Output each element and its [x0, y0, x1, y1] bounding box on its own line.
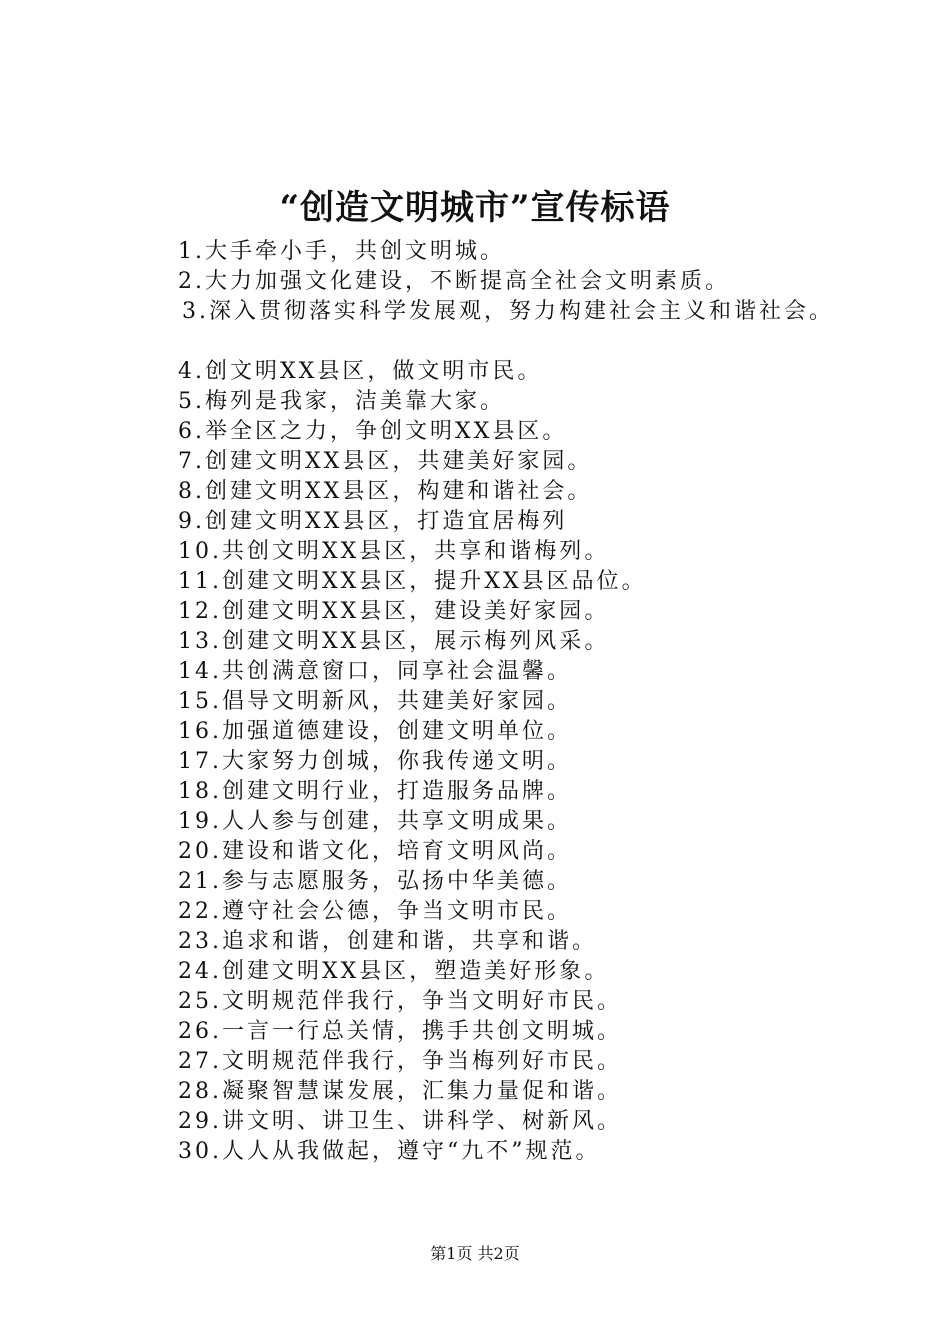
list-item: 12.创建文明XX县区，建设美好家园。	[178, 599, 610, 624]
list-item: 23.追求和谐，创建和谐，共享和谐。	[178, 929, 597, 954]
list-item: 13.创建文明XX县区，展示梅列风采。	[178, 629, 610, 654]
page-footer: 第1页 共2页	[430, 1244, 520, 1263]
slogan-list	[178, 237, 834, 1167]
list-item: 27.文明规范伴我行，争当梅列好市民。	[178, 1049, 622, 1074]
list-item: 19.人人参与创建，共享文明成果。	[178, 809, 572, 834]
list-item: 22.遵守社会公德，争当文明市民。	[178, 899, 572, 924]
list-item: 6.举全区之力，争创文明XX县区。	[178, 419, 568, 444]
list-item: 3.深入贯彻落实科学发展观，努力构建社会主义和谐社会。	[182, 299, 834, 324]
list-item: 30.人人从我做起，遵守“九不”规范。	[178, 1139, 601, 1164]
list-item: 16.加强道德建设，创建文明单位。	[178, 719, 572, 744]
list-item: 28.凝聚智慧谋发展，汇集力量促和谐。	[178, 1079, 622, 1104]
list-item: 18.创建文明行业，打造服务品牌。	[178, 779, 572, 804]
list-item: 17.大家努力创城，你我传递文明。	[178, 749, 572, 774]
list-item: 2.大力加强文化建设，不断提高全社会文明素质。	[178, 269, 730, 294]
list-item: 9.创建文明XX县区，打造宜居梅列	[178, 509, 568, 534]
list-item: 26.一言一行总关情，携手共创文明城。	[178, 1019, 622, 1044]
document-title: “创造文明城市”宣传标语	[279, 188, 671, 228]
list-item: 11.创建文明XX县区，提升XX县区品位。	[178, 569, 647, 594]
list-item: 14.共创满意窗口，同享社会温馨。	[178, 659, 572, 684]
list-item: 25.文明规范伴我行，争当文明好市民。	[178, 989, 622, 1014]
list-item: 8.创建文明XX县区，构建和谐社会。	[178, 479, 593, 504]
list-item: 10.共创文明XX县区，共享和谐梅列。	[178, 539, 610, 564]
list-item: 20.建设和谐文化，培育文明风尚。	[178, 839, 572, 864]
list-item: 7.创建文明XX县区，共建美好家园。	[178, 449, 593, 474]
list-item: 15.倡导文明新风，共建美好家园。	[178, 689, 572, 714]
list-item: 29.讲文明、讲卫生、讲科学、树新风。	[178, 1109, 622, 1134]
list-item: 24.创建文明XX县区，塑造美好形象。	[178, 959, 610, 984]
list-item: 4.创文明XX县区，做文明市民。	[178, 359, 543, 384]
list-item: 1.大手牵小手，共创文明城。	[178, 239, 505, 264]
list-item: 5.梅列是我家，洁美靠大家。	[178, 389, 505, 414]
list-item: 21.参与志愿服务，弘扬中华美德。	[178, 869, 572, 894]
